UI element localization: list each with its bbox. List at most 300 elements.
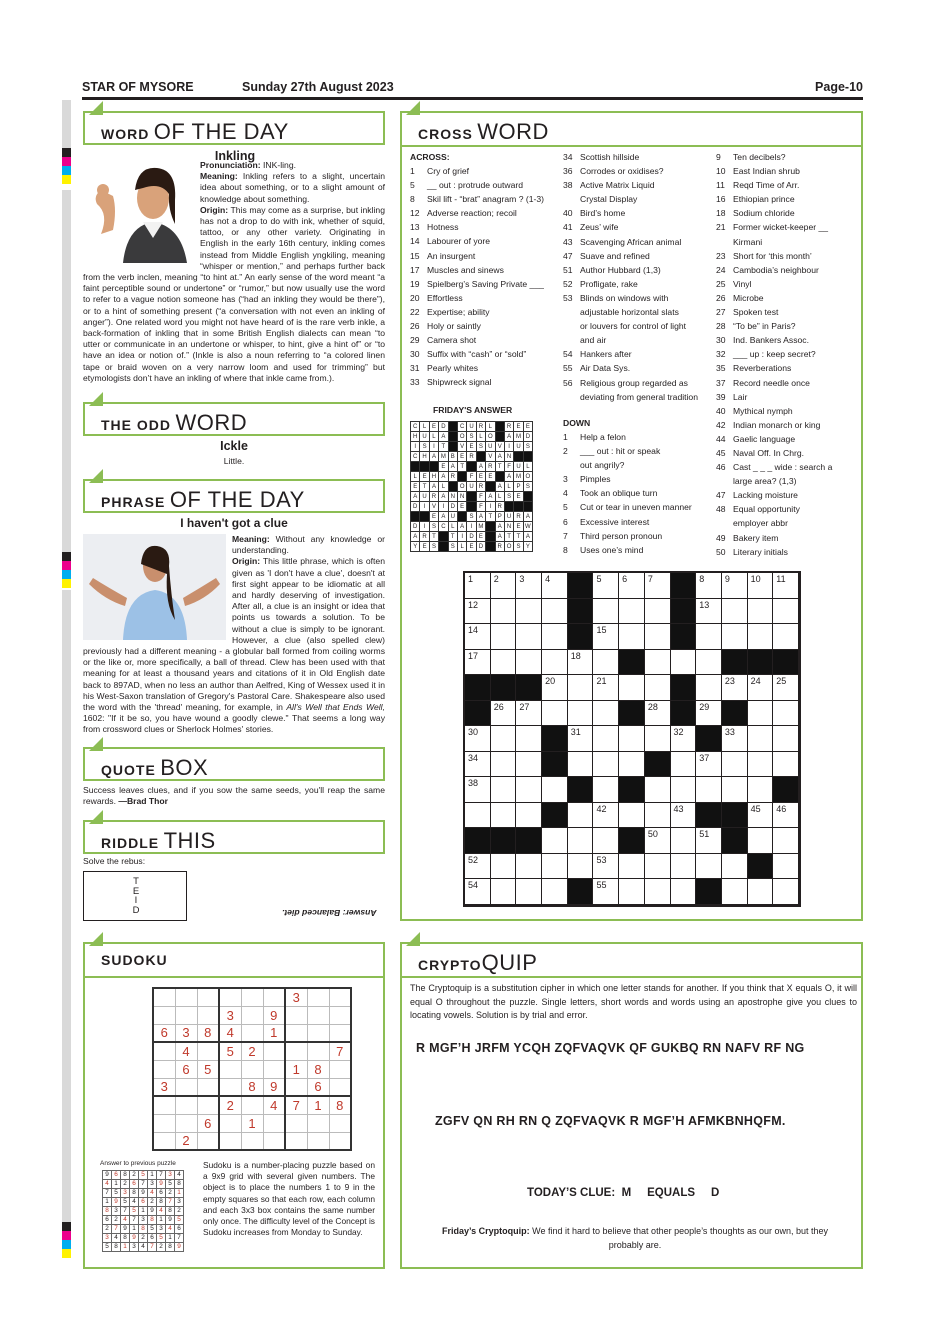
crossword-cell[interactable]	[619, 803, 645, 829]
crossword-cell[interactable]: 3	[516, 573, 542, 599]
crossword-cell[interactable]	[748, 701, 774, 727]
sudoku-cell[interactable]: 8	[329, 1096, 351, 1114]
crossword-cell[interactable]	[465, 701, 491, 727]
crossword-cell[interactable]	[593, 752, 619, 778]
sudoku-cell[interactable]	[175, 988, 197, 1006]
clue-number: 38	[563, 180, 573, 191]
answer-cell	[448, 422, 457, 432]
sudoku-cell[interactable]	[285, 1132, 307, 1150]
sudoku-cell[interactable]: 9	[263, 1078, 285, 1096]
answer-cell: 6	[148, 1234, 157, 1243]
crossword-cell[interactable]	[773, 726, 799, 752]
clue	[563, 515, 692, 529]
clue-text: deviating from general tradition	[580, 391, 698, 402]
crossword-cell[interactable]	[516, 675, 542, 701]
crossword-cell[interactable]	[773, 701, 799, 727]
crossword-cell[interactable]: 32	[671, 726, 697, 752]
sudoku-cell[interactable]: 1	[285, 1060, 307, 1078]
crossword-cell[interactable]	[645, 777, 671, 803]
heading-small: PHRASE	[101, 494, 166, 510]
sudoku-cell[interactable]	[241, 1024, 263, 1042]
clue	[563, 263, 698, 277]
crossword-cell[interactable]	[748, 752, 774, 778]
crossword-cell[interactable]	[516, 624, 542, 650]
sudoku-cell[interactable]	[197, 1096, 219, 1114]
crossword-cell[interactable]	[542, 650, 568, 676]
crossword-cell[interactable]	[748, 879, 774, 905]
crossword-cell[interactable]	[773, 854, 799, 880]
crossword-cell[interactable]	[773, 828, 799, 854]
sudoku-cell[interactable]	[329, 1114, 351, 1132]
crossword-cell[interactable]	[671, 624, 697, 650]
sudoku-cell[interactable]	[307, 988, 329, 1006]
crossword-cell[interactable]: 26	[491, 701, 517, 727]
crossword-cell[interactable]: 12	[465, 599, 491, 625]
sudoku-cell[interactable]: 5	[197, 1060, 219, 1078]
sudoku-cell[interactable]: 3	[219, 1006, 241, 1024]
clue	[716, 361, 832, 375]
crossword-cell[interactable]	[516, 777, 542, 803]
crossword-cell[interactable]: 20	[542, 675, 568, 701]
crossword-cell[interactable]: 31	[568, 726, 594, 752]
crossword-cell[interactable]	[542, 777, 568, 803]
clue-text: Ethiopian prince	[733, 194, 795, 205]
crossword-cell[interactable]	[722, 599, 748, 625]
crossword-cell[interactable]	[671, 854, 697, 880]
clue-number: 24	[716, 264, 726, 275]
crossword-cell[interactable]: 6	[619, 573, 645, 599]
crossword-cell[interactable]	[542, 599, 568, 625]
sudoku-cell[interactable]: 6	[197, 1114, 219, 1132]
crossword-cell[interactable]	[542, 803, 568, 829]
clue-text: out angrily?	[580, 460, 625, 471]
sudoku-cell[interactable]: 8	[307, 1060, 329, 1078]
sudoku-cell[interactable]	[241, 1132, 263, 1150]
crossword-cell[interactable]	[516, 726, 542, 752]
crossword-cell[interactable]	[516, 854, 542, 880]
crossword-cell[interactable]	[568, 879, 594, 905]
sudoku-cell[interactable]	[153, 1060, 175, 1078]
sudoku-cell[interactable]: 4	[219, 1024, 241, 1042]
crossword-cell[interactable]: 21	[593, 675, 619, 701]
corner-arrow-icon	[89, 101, 103, 115]
crossword-cell[interactable]	[671, 828, 697, 854]
sudoku-cell[interactable]: 3	[153, 1078, 175, 1096]
crossword-cell[interactable]	[491, 650, 517, 676]
sudoku-cell[interactable]: 8	[197, 1024, 219, 1042]
corner-arrow-icon	[89, 737, 103, 751]
sudoku-cell[interactable]: 2	[219, 1096, 241, 1114]
sudoku-cell[interactable]	[307, 1042, 329, 1060]
crossword-cell[interactable]	[619, 879, 645, 905]
crossword-cell[interactable]	[491, 777, 517, 803]
crossword-cell[interactable]	[748, 777, 774, 803]
crossword-cell[interactable]	[722, 701, 748, 727]
crossword-cell[interactable]	[619, 624, 645, 650]
sudoku-cell[interactable]	[153, 1114, 175, 1132]
swatch	[62, 1231, 71, 1240]
crossword-cell[interactable]: 9	[722, 573, 748, 599]
sudoku-cell[interactable]	[285, 1024, 307, 1042]
crossword-cell[interactable]	[645, 599, 671, 625]
crossword-cell[interactable]: 17	[465, 650, 491, 676]
sudoku-cell[interactable]	[197, 1006, 219, 1024]
sudoku-cell[interactable]: 2	[175, 1132, 197, 1150]
crossword-cell[interactable]	[542, 624, 568, 650]
corner-arrow-icon	[89, 469, 103, 483]
crossword-cell[interactable]: 52	[465, 854, 491, 880]
sudoku-cell[interactable]	[153, 1096, 175, 1114]
clue-text: Kirmani	[733, 236, 763, 247]
crossword-cell[interactable]	[593, 828, 619, 854]
crossword-cell[interactable]	[491, 675, 517, 701]
answer-cell: S	[467, 512, 476, 522]
sudoku-cell[interactable]	[175, 1078, 197, 1096]
friday-label: Friday’s Cryptoquip:	[441, 1226, 530, 1236]
answer-cell: 3	[175, 1198, 184, 1207]
sudoku-cell[interactable]: 7	[329, 1042, 351, 1060]
sudoku-cell[interactable]	[241, 1060, 263, 1078]
answer-cell: S	[523, 482, 532, 492]
crossword-cell[interactable]	[516, 803, 542, 829]
sudoku-cell[interactable]: 6	[307, 1078, 329, 1096]
crossword-cell[interactable]	[568, 599, 594, 625]
word-of-day-heading	[83, 111, 385, 145]
crossword-cell[interactable]	[696, 879, 722, 905]
clue-number: 1	[410, 166, 415, 176]
answer-cell: 5	[103, 1243, 112, 1252]
sudoku-cell[interactable]	[241, 988, 263, 1006]
crossword-cell[interactable]	[671, 752, 697, 778]
sudoku-cell[interactable]	[219, 1060, 241, 1078]
sudoku-cell[interactable]	[263, 988, 285, 1006]
crossword-cell[interactable]	[516, 599, 542, 625]
crossword-cell[interactable]	[542, 879, 568, 905]
crossword-cell[interactable]: 7	[645, 573, 671, 599]
sudoku-cell[interactable]: 4	[263, 1096, 285, 1114]
answer-cell: D	[439, 422, 448, 432]
sudoku-cell[interactable]	[241, 1006, 263, 1024]
crossword-cell[interactable]	[671, 777, 697, 803]
odd-word: Ickle	[220, 439, 248, 453]
answer-cell: T	[448, 532, 457, 542]
sudoku-cell[interactable]	[219, 1078, 241, 1096]
crossword-cell[interactable]	[568, 624, 594, 650]
crossword-cell[interactable]: 24	[748, 675, 774, 701]
crossword-cell[interactable]	[645, 624, 671, 650]
answer-cell: O	[457, 482, 466, 492]
crossword-cell[interactable]	[516, 879, 542, 905]
answer-cell: S	[467, 432, 476, 442]
sudoku-cell[interactable]	[307, 1006, 329, 1024]
sudoku-cell[interactable]	[263, 1114, 285, 1132]
answer-cell: A	[411, 492, 420, 502]
crossword-cell[interactable]: 5	[593, 573, 619, 599]
crossword-cell[interactable]: 50	[645, 828, 671, 854]
sudoku-cell[interactable]	[153, 1006, 175, 1024]
crossword-cell[interactable]	[619, 752, 645, 778]
sudoku-cell[interactable]	[241, 1096, 263, 1114]
crossword-cell[interactable]	[491, 726, 517, 752]
crossword-cell[interactable]	[645, 752, 671, 778]
crossword-cell[interactable]	[568, 854, 594, 880]
answer-cell: I	[429, 442, 438, 452]
crossword-cell[interactable]: 38	[465, 777, 491, 803]
crossword-cell[interactable]	[516, 650, 542, 676]
sudoku-cell[interactable]	[307, 1024, 329, 1042]
answer-cell: 1	[166, 1234, 175, 1243]
sudoku-cell[interactable]	[153, 1132, 175, 1150]
crossword-cell[interactable]	[491, 828, 517, 854]
crossword-cell[interactable]	[491, 854, 517, 880]
crossword-cell[interactable]	[671, 599, 697, 625]
crossword-cell[interactable]	[593, 701, 619, 727]
heading-small: CROSS	[418, 126, 473, 142]
crossword-cell[interactable]: 37	[696, 752, 722, 778]
sudoku-cell[interactable]	[153, 988, 175, 1006]
crossword-cell[interactable]	[491, 752, 517, 778]
crossword-cell[interactable]: 1	[465, 573, 491, 599]
sudoku-cell[interactable]	[175, 1006, 197, 1024]
crossword-cell[interactable]	[619, 828, 645, 854]
sudoku-cell[interactable]	[329, 988, 351, 1006]
crossword-cell[interactable]	[748, 650, 774, 676]
crossword-cell[interactable]	[696, 803, 722, 829]
crossword-cell[interactable]	[722, 624, 748, 650]
crossword-cell[interactable]	[568, 777, 594, 803]
answer-cell: A	[411, 532, 420, 542]
crossword-cell[interactable]	[671, 573, 697, 599]
crossword-cell[interactable]: 13	[696, 599, 722, 625]
crossword-cell[interactable]	[568, 573, 594, 599]
crossword-cell[interactable]	[696, 854, 722, 880]
sudoku-cell[interactable]	[307, 1132, 329, 1150]
crossword-cell[interactable]: 51	[696, 828, 722, 854]
crossword-cell[interactable]	[491, 624, 517, 650]
crossword-cell[interactable]	[773, 624, 799, 650]
crossword-cell[interactable]	[516, 828, 542, 854]
crossword-cell[interactable]	[542, 701, 568, 727]
sudoku-cell[interactable]	[197, 1132, 219, 1150]
sudoku-cell[interactable]	[153, 1042, 175, 1060]
sudoku-cell[interactable]	[175, 1114, 197, 1132]
crossword-cell[interactable]	[619, 650, 645, 676]
crossword-cell[interactable]: 4	[542, 573, 568, 599]
crossword-cell[interactable]	[645, 650, 671, 676]
crossword-cell[interactable]	[722, 879, 748, 905]
crossword-cell[interactable]	[542, 828, 568, 854]
crossword-cell[interactable]: 11	[773, 573, 799, 599]
crossword-cell[interactable]: 14	[465, 624, 491, 650]
sudoku-cell[interactable]	[219, 1132, 241, 1150]
crossword-cell[interactable]	[593, 777, 619, 803]
crossword-cell[interactable]	[645, 726, 671, 752]
crossword-cell[interactable]	[619, 726, 645, 752]
crossword-cell[interactable]	[619, 854, 645, 880]
sudoku-cell[interactable]	[175, 1096, 197, 1114]
crossword-cell[interactable]: 55	[593, 879, 619, 905]
crossword-cell[interactable]: 53	[593, 854, 619, 880]
crossword-cell[interactable]: 28	[645, 701, 671, 727]
sudoku-cell[interactable]	[197, 1042, 219, 1060]
sudoku-cell[interactable]	[197, 1078, 219, 1096]
crossword-cell[interactable]	[491, 803, 517, 829]
sudoku-cell[interactable]	[307, 1114, 329, 1132]
crossword-cell[interactable]	[465, 675, 491, 701]
crossword-cell[interactable]	[773, 879, 799, 905]
crossword-cell[interactable]: 30	[465, 726, 491, 752]
crossword-cell[interactable]	[568, 803, 594, 829]
crossword-cell[interactable]: 45	[748, 803, 774, 829]
sudoku-cell[interactable]: 1	[263, 1024, 285, 1042]
answer-cell: 3	[103, 1234, 112, 1243]
sudoku-cell[interactable]	[219, 1114, 241, 1132]
crossword-cell[interactable]	[671, 879, 697, 905]
sudoku-cell[interactable]: 6	[153, 1024, 175, 1042]
crossword-cell[interactable]	[645, 854, 671, 880]
sudoku-cell[interactable]	[263, 1060, 285, 1078]
sudoku-cell[interactable]	[329, 1006, 351, 1024]
crossword-cell[interactable]: 29	[696, 701, 722, 727]
sudoku-cell[interactable]	[197, 988, 219, 1006]
answer-cell: D	[467, 532, 476, 542]
crossword-cell[interactable]	[722, 777, 748, 803]
sudoku-cell[interactable]	[285, 1006, 307, 1024]
clue	[716, 235, 832, 249]
crossword-cell[interactable]	[722, 828, 748, 854]
clue-text: Lair	[733, 391, 748, 402]
crossword-cell[interactable]	[722, 752, 748, 778]
sudoku-cell[interactable]: 7	[285, 1096, 307, 1114]
crossword-cell[interactable]	[645, 675, 671, 701]
crossword-cell[interactable]: 33	[722, 726, 748, 752]
crossword-cell[interactable]	[645, 803, 671, 829]
clue-number: 42	[716, 419, 726, 430]
sudoku-instructions: Sudoku is a number-placing puzzle based on a 9x9 grid with several given numbers. The object is to place the numbers 1 to 9 in the empty squares so that each row, each column and each 3x3 box contains the same number only once. The difficulty level of the Concept is Sudoku increases from Monday to Sunday.	[203, 1160, 375, 1238]
sudoku-cell[interactable]: 9	[263, 1006, 285, 1024]
crossword-cell[interactable]	[465, 828, 491, 854]
answer-cell: A	[523, 512, 532, 522]
crossword-cell[interactable]	[696, 675, 722, 701]
crossword-cell[interactable]: 46	[773, 803, 799, 829]
crossword-cell[interactable]	[568, 828, 594, 854]
crossword-cell[interactable]	[773, 777, 799, 803]
crossword-cell[interactable]	[722, 650, 748, 676]
crossword-cell[interactable]: 34	[465, 752, 491, 778]
crossword-cell[interactable]	[593, 650, 619, 676]
crossword-cell[interactable]: 27	[516, 701, 542, 727]
sudoku-cell[interactable]: 1	[307, 1096, 329, 1114]
crossword-cell[interactable]: 42	[593, 803, 619, 829]
sudoku-cell[interactable]	[329, 1024, 351, 1042]
sudoku-cell[interactable]: 3	[175, 1024, 197, 1042]
sudoku-cell[interactable]: 4	[175, 1042, 197, 1060]
crossword-cell[interactable]: 25	[773, 675, 799, 701]
sudoku-cell[interactable]	[285, 1042, 307, 1060]
crossword-cell[interactable]	[593, 726, 619, 752]
corner-arrow-icon	[89, 932, 103, 946]
sudoku-cell[interactable]	[285, 1078, 307, 1096]
crossword-cell[interactable]	[491, 879, 517, 905]
sudoku-cell[interactable]: 3	[285, 988, 307, 1006]
sudoku-cell[interactable]: 5	[219, 1042, 241, 1060]
crossword-cell[interactable]	[645, 879, 671, 905]
crossword-cell[interactable]	[773, 650, 799, 676]
heading-small: CRYPTO	[418, 957, 482, 973]
crossword-cell[interactable]	[491, 599, 517, 625]
crossword-cell[interactable]	[722, 854, 748, 880]
crossword-cell[interactable]: 23	[722, 675, 748, 701]
crossword-cell[interactable]	[619, 701, 645, 727]
sudoku-cell[interactable]: 8	[241, 1078, 263, 1096]
clue-text: Cry of grief	[427, 166, 470, 176]
crossword-cell[interactable]: 43	[671, 803, 697, 829]
sudoku-cell[interactable]	[263, 1042, 285, 1060]
crossword-cell[interactable]	[671, 701, 697, 727]
crossword-cell[interactable]: 15	[593, 624, 619, 650]
answer-cell: N	[448, 492, 457, 502]
crossword-cell[interactable]	[465, 803, 491, 829]
crossword-cell[interactable]	[593, 599, 619, 625]
crossword-cell[interactable]	[542, 752, 568, 778]
crossword-cell[interactable]	[696, 650, 722, 676]
sudoku-cell[interactable]	[263, 1132, 285, 1150]
crossword-cell[interactable]	[748, 624, 774, 650]
answer-cell: 1	[121, 1243, 130, 1252]
clue-text: adjustable horizontal slats	[580, 307, 679, 318]
sudoku-cell[interactable]: 2	[241, 1042, 263, 1060]
crossword-cell[interactable]	[671, 650, 697, 676]
crossword-cell[interactable]	[748, 599, 774, 625]
clue-number: 2	[563, 446, 568, 457]
crossword-cell[interactable]	[619, 675, 645, 701]
sudoku-cell[interactable]: 6	[175, 1060, 197, 1078]
crossword-cell[interactable]	[748, 828, 774, 854]
crossword-cell[interactable]	[568, 675, 594, 701]
sudoku-cell[interactable]	[329, 1132, 351, 1150]
crossword-cell[interactable]: 18	[568, 650, 594, 676]
answer-cell: O	[504, 542, 513, 552]
sudoku-cell[interactable]	[329, 1060, 351, 1078]
crossword-cell[interactable]: 10	[748, 573, 774, 599]
crossword-cell[interactable]	[671, 675, 697, 701]
crossword-cell[interactable]: 2	[491, 573, 517, 599]
crossword-cell[interactable]	[773, 752, 799, 778]
sudoku-cell[interactable]: 1	[241, 1114, 263, 1132]
crossword-cell[interactable]	[696, 624, 722, 650]
sudoku-cell[interactable]	[285, 1114, 307, 1132]
crossword-cell[interactable]	[696, 726, 722, 752]
crossword-cell[interactable]	[619, 777, 645, 803]
crossword-cell[interactable]: 54	[465, 879, 491, 905]
answer-cell: F	[476, 492, 485, 502]
header-rule	[82, 97, 863, 100]
crossword-cell[interactable]: 8	[696, 573, 722, 599]
crossword-cell[interactable]	[619, 599, 645, 625]
crossword-cell[interactable]	[568, 752, 594, 778]
crossword-cell[interactable]	[748, 726, 774, 752]
crossword-cell[interactable]	[748, 854, 774, 880]
crossword-cell[interactable]	[516, 752, 542, 778]
sudoku-cell[interactable]	[219, 988, 241, 1006]
sudoku-cell[interactable]	[329, 1078, 351, 1096]
crossword-cell[interactable]	[722, 803, 748, 829]
crossword-cell[interactable]	[542, 726, 568, 752]
crossword-cell[interactable]	[696, 777, 722, 803]
crossword-cell[interactable]	[542, 854, 568, 880]
crossword-cell[interactable]	[773, 599, 799, 625]
crossword-cell[interactable]	[568, 701, 594, 727]
